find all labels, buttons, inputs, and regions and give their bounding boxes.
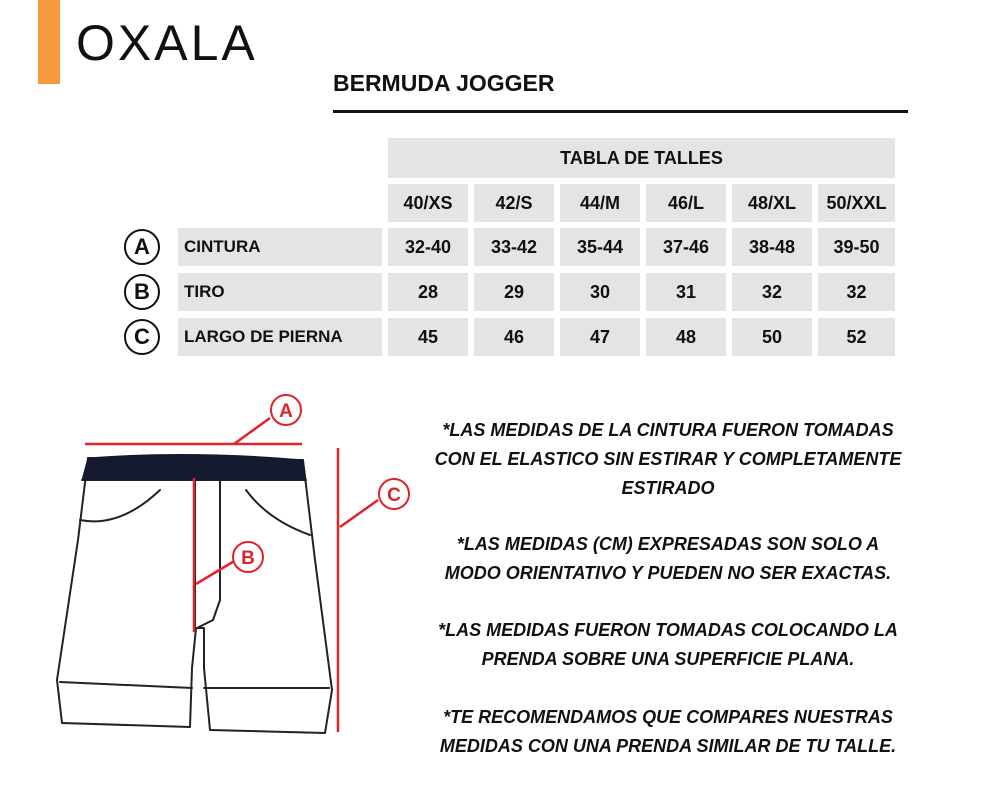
note-line: *LAS MEDIDAS (CM) EXPRESADAS SON SOLO A [456,534,880,554]
size-header-xs: 40/XS [388,184,468,222]
size-header-l: 46/L [646,184,726,222]
note-waist-measurement [418,416,918,503]
size-header-m: 44/M [560,184,640,222]
brand-logo: OXALA [76,15,258,71]
row-letter-badge-b: B [124,274,160,310]
shorts-measurement-diagram [40,385,420,745]
table-cell: 35-44 [560,228,640,266]
table-cell: 32-40 [388,228,468,266]
table-cell: 45 [388,318,468,356]
note-line: *LAS MEDIDAS FUERON TOMADAS COLOCANDO LA [438,620,898,640]
table-cell: 48 [646,318,726,356]
note-flat-surface [418,616,918,674]
row-letter-badge-a: A [124,229,160,265]
note-approximate-measurements [418,530,918,588]
row-label-cintura: CINTURA [178,228,382,266]
measure-label-a [271,395,301,425]
svg-text:C: C [387,485,401,506]
waistband-elastic [82,454,306,480]
table-cell: 52 [818,318,895,356]
table-cell: 31 [646,273,726,311]
table-cell: 37-46 [646,228,726,266]
note-line: PRENDA SOBRE UNA SUPERFICIE PLANA. [481,649,855,669]
brand-accent-bar [38,0,60,84]
table-cell: 28 [388,273,468,311]
table-cell: 38-48 [732,228,812,266]
table-cell: 50 [732,318,812,356]
note-line: CON EL ELASTICO SIN ESTIRAR Y COMPLETAMENTE [434,449,902,469]
row-label-largo-de-pierna: LARGO DE PIERNA [178,318,382,356]
row-label-tiro: TIRO [178,273,382,311]
table-cell: 47 [560,318,640,356]
svg-text:A: A [279,401,293,422]
row-letter-badge-c: C [124,319,160,355]
table-cell: 30 [560,273,640,311]
size-header-s: 42/S [474,184,554,222]
size-table-title: TABLA DE TALLES [388,138,895,178]
table-cell: 33-42 [474,228,554,266]
note-line: *TE RECOMENDAMOS QUE COMPARES NUESTRAS [443,707,893,727]
svg-text:B: B [241,548,255,569]
note-line: *LAS MEDIDAS DE LA CINTURA FUERON TOMADAS [442,420,894,440]
table-cell: 32 [732,273,812,311]
size-header-xxl: 50/XXL [818,184,895,222]
size-header-xl: 48/XL [732,184,812,222]
note-line: ESTIRADO [621,478,715,498]
title-divider [333,110,908,113]
measure-label-b [233,542,263,572]
note-line: MODO ORIENTATIVO Y PUEDEN NO SER EXACTAS. [444,563,892,583]
product-title: BERMUDA JOGGER [333,70,555,96]
table-cell: 32 [818,273,895,311]
table-cell: 29 [474,273,554,311]
table-cell: 46 [474,318,554,356]
measure-label-c [379,479,409,509]
table-cell: 39-50 [818,228,895,266]
note-line: MEDIDAS CON UNA PRENDA SIMILAR DE TU TALLE. [439,736,897,756]
note-compare-garment [418,703,918,761]
